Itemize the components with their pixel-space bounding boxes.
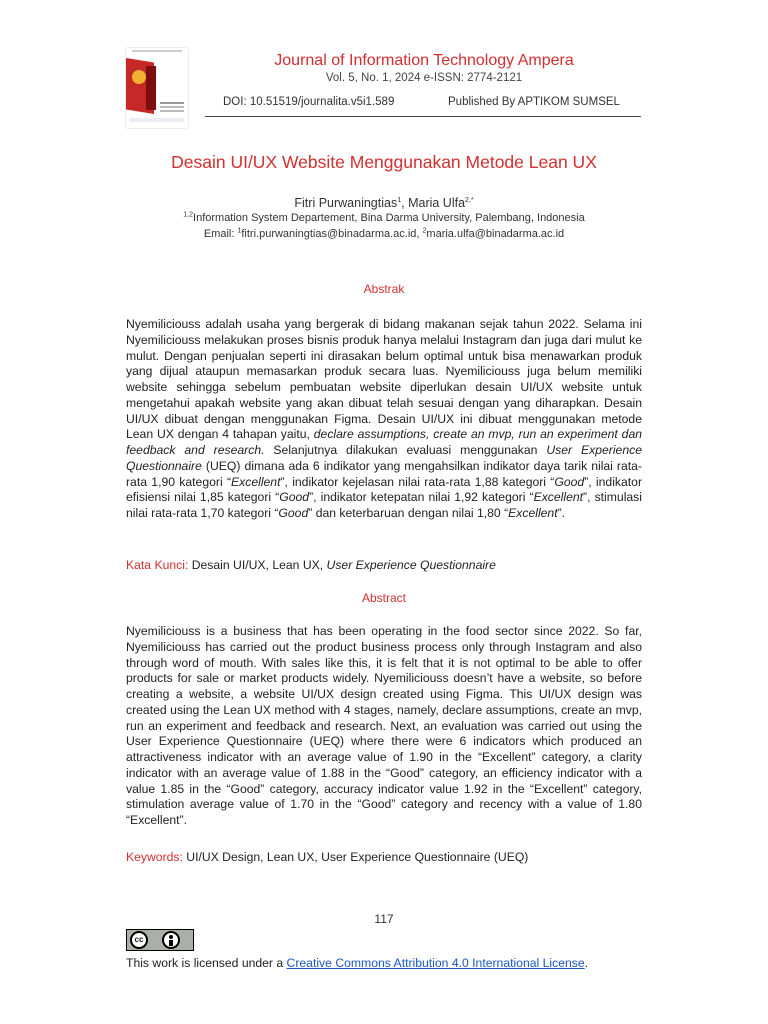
journal-title: Journal of Information Technology Ampera [274, 52, 574, 69]
affiliation: $^{1,2}$Information System Departement, Bina Darma University, Palembang, Indonesia [183, 211, 585, 224]
emails: Email: $^1$fitri.purwaningtias@binadarma.ac.id, $^2$maria.ulfa@binadarma.ac.id [203, 227, 565, 240]
abstrak-paragraph: Nyemiliciouss adalah usaha yang bergerak di bidang makanan sejak tahun 2022. Selama ini Nyemiliciouss melakukan proses bisnis produk hanya melalui Instagram dan juga dari mulut ke mulut. Dengan penjualan seperti ini dirasakan belum optimal untuk bisa menawarkan produk yang dijual ataupun memasarkan produk secara luas. Nyemiliciouss juga belum memiliki website sehingga sebelum pembuatan website diperlukan desain UI/UX website untuk mengetahui apakah website yang akan dibuat telah sesuai dengan yang diharapkan. Desain UI/UX dibuat dengan menggunakan Figma. Desain UI/UX ini dibuat menggunakan metode Lean UX dengan 4 tahapan yaitu, declare assumptions, create an mvp, run an experiment dan feedback and research. Selanjutnya dilakukan evaluasi menggunakan User Experience Questionnaire (UEQ) dimana ada 6 indikator yang mengahsilkan indikator daya tarik nilai rata-rata 1,90 kategori “Excellent”, indikator kejelasan nilai rata-rata 1,88 kategori “Good”, indikator efisiensi nilai 1,85 kategori “Good”, indikator ketepatan nilai 1,92 kategori “Excellent”, stimulasi nilai rata-rata 1,70 kategori “Good” dan keterbaruan dengan nilai 1,80 “Excellent”. [126, 317, 643, 520]
article-title: Desain UI/UX Website Menggunakan Metode Lean UX [171, 152, 597, 172]
cc-by-license-icon[interactable] [126, 929, 194, 951]
license-link[interactable]: Creative Commons Attribution 4.0 International License [286, 956, 585, 970]
authors: Fitri Purwaningtias$^1$, Maria Ulfa$^{2,*}$ [294, 196, 474, 210]
abstract-heading: Abstract [361, 591, 406, 605]
attribution-icon [162, 931, 180, 949]
email-2: maria.ulfa@binadarma.ac.id [426, 228, 565, 240]
doi: DOI: 10.51519/journalita.v5i1.589 [223, 96, 395, 108]
email-1: fitri.purwaningtias@binadarma.ac.id, [241, 228, 423, 240]
creative-commons-icon: cc [130, 931, 148, 949]
kata-kunci: Kata Kunci: Desain UI/UX, Lean UX, User Experience Questionnaire [126, 558, 496, 572]
publisher: Published By APTIKOM SUMSEL [448, 96, 620, 108]
license-text: This work is licensed under a Creative Commons Attribution 4.0 International License. [126, 956, 589, 970]
journal-cover-thumbnail [126, 48, 188, 128]
page-number: 117 [374, 912, 394, 926]
header-divider [205, 116, 641, 117]
abstrak-heading: Abstrak [363, 282, 405, 296]
author-2: Maria Ulfa [408, 196, 466, 210]
author-1: Fitri Purwaningtias [294, 196, 398, 210]
journal-volume: Vol. 5, No. 1, 2024 e-ISSN: 2774-2121 [325, 72, 523, 84]
abstract-paragraph: Nyemiliciouss is a business that has been operating in the food sector since 2022. So far, Nyemiliciouss has carried out the product business process only through Instagram and also through word of mouth. With sales like this, it is felt that it is not optimal to be able to offer products for sale or market products widely. Nyemiliciouss doesn’t have a website, so before creating a website, a website UI/UX design created using Figma. This UI/UX design was created using the Lean UX method with 4 stages, namely, declare assumptions, create an mvp, run an experiment and feedback and research. Next, an evaluation was carried out using the User Experience Questionnaire (UEQ) where there were 6 indicators which produced an attractiveness indicator with an average value of 1.90 in the “Excellent” category, a clarity indicator with an average value of 1.88 in the “Good” category, an efficiency indicator with a value 1.85 in the “Good” category, accuracy indicator value 1.92 in the “Excellent” category, stimulation average value of 1.70 in the “Good” category and recency with a value of 1.80 “Excellent”. [126, 624, 642, 827]
keywords: Keywords: UI/UX Design, Lean UX, User Experience Questionnaire (UEQ) [126, 850, 529, 864]
